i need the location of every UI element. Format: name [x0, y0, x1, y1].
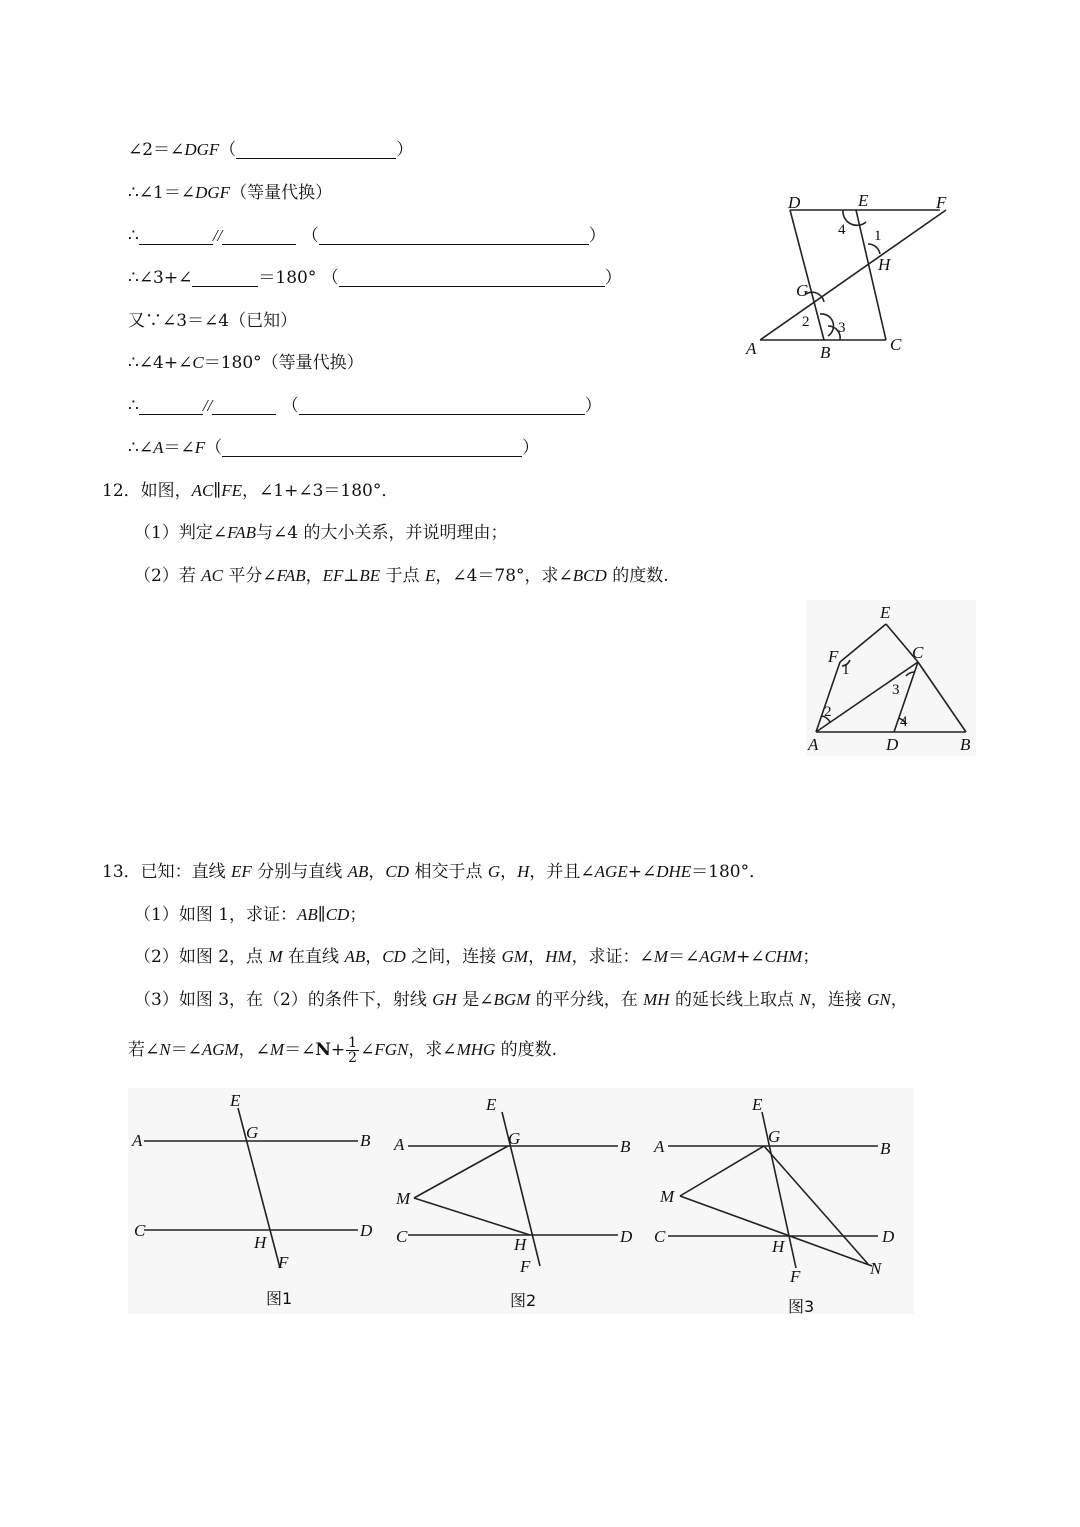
- label-E: E: [486, 1095, 497, 1114]
- angle-1-label: 1: [842, 662, 850, 678]
- q11-figure: [740, 186, 960, 366]
- q13-stem: 13．已知：直线 EF 分别与直线 AB，CD 相交于点 G，H，并且∠AGE+∠DHE＝180°．: [102, 862, 767, 882]
- answer-blank[interactable]: [222, 438, 522, 457]
- angle-2-label: 2: [802, 314, 810, 330]
- angle-4-label: 4: [838, 222, 846, 238]
- q11-line-5: 又∵∠3＝∠4（已知）: [128, 311, 298, 331]
- answer-blank[interactable]: [192, 268, 258, 287]
- q11-line-1: ∠2＝∠DGF（ ）: [128, 140, 414, 160]
- q11-line-8: ∴∠A＝∠F（ ）: [128, 438, 540, 458]
- question-number: 13．: [102, 862, 141, 882]
- label-B: B: [820, 343, 831, 362]
- answer-blank[interactable]: [299, 396, 585, 415]
- label-F: F: [790, 1267, 801, 1286]
- label-N: N: [870, 1259, 882, 1278]
- q13-figure-2: [390, 1088, 650, 1314]
- label-E: E: [752, 1095, 763, 1114]
- label-H: H: [514, 1235, 527, 1254]
- answer-blank[interactable]: [139, 226, 213, 245]
- label-B: B: [880, 1139, 891, 1158]
- label-F: F: [936, 193, 947, 212]
- label-H: H: [772, 1237, 785, 1256]
- label-C: C: [654, 1227, 666, 1246]
- figure-2-caption: 图2: [510, 1291, 537, 1310]
- angle-4-label: 4: [900, 714, 908, 730]
- angle-1-label: 1: [874, 228, 882, 244]
- label-H: H: [878, 255, 891, 274]
- q11-line-4: ∴∠3+∠ ＝180° （ ）: [128, 268, 622, 288]
- q12-figure: [806, 600, 976, 756]
- question-number: 12．: [102, 481, 141, 501]
- label-B: B: [620, 1137, 631, 1156]
- label-D: D: [620, 1227, 633, 1246]
- label-A: A: [394, 1135, 405, 1154]
- label-H: H: [254, 1233, 267, 1252]
- label-C: C: [912, 643, 924, 662]
- label-A: A: [654, 1137, 665, 1156]
- label-E: E: [880, 603, 891, 622]
- q13-part-3-condition: 若∠N＝∠AGM，∠M＝∠N+ $\frac{1}{2}$ ∠FGN，求∠MHG 的度数.: [128, 1035, 558, 1066]
- label-B: B: [360, 1131, 371, 1150]
- answer-blank[interactable]: [222, 226, 296, 245]
- label-F: F: [828, 647, 839, 666]
- figure-3-caption: 图3: [788, 1297, 815, 1316]
- q13-part-1: （1）如图 1，求证：AB∥CD；: [134, 905, 367, 925]
- label-F: F: [520, 1257, 531, 1276]
- q13-figure-3: [650, 1088, 914, 1314]
- label-C: C: [134, 1221, 146, 1240]
- label-F: F: [278, 1253, 289, 1272]
- label-M: M: [660, 1187, 675, 1206]
- q11-line-7: ∴ // （ ）: [128, 396, 602, 416]
- q13-figure-1: [128, 1088, 388, 1314]
- angle-3-label: 3: [838, 320, 846, 336]
- label-A: A: [746, 339, 757, 358]
- label-G: G: [508, 1129, 521, 1148]
- q12-part-2: （2）若 AC 平分∠FAB，EF⊥BE 于点 E，∠4＝78°，求∠BCD 的度数.: [134, 566, 669, 586]
- label-G: G: [246, 1123, 259, 1142]
- answer-blank[interactable]: [212, 396, 276, 415]
- fraction-one-half: $\frac{1}{2}$: [348, 1035, 358, 1066]
- label-E: E: [230, 1091, 241, 1110]
- label-D: D: [360, 1221, 373, 1240]
- label-A: A: [808, 735, 819, 754]
- label-G: G: [768, 1127, 781, 1146]
- label-B: B: [960, 735, 971, 754]
- angle-2-label: 2: [824, 704, 832, 720]
- label-D: D: [882, 1227, 895, 1246]
- label-M: M: [396, 1189, 411, 1208]
- label-E: E: [858, 191, 869, 210]
- angle-3-label: 3: [892, 682, 900, 698]
- q11-line-3: ∴ // （ ）: [128, 226, 606, 246]
- label-A: A: [132, 1131, 143, 1150]
- answer-blank[interactable]: [319, 226, 589, 245]
- q12-part-1: （1）判定∠FAB与∠4 的大小关系，并说明理由；: [134, 523, 508, 543]
- q13-part-2: （2）如图 2，点 M 在直线 AB，CD 之间，连接 GM，HM，求证：∠M＝∠AGM+∠CHM；: [134, 947, 820, 967]
- q12-stem: 12．如图，AC∥FE，∠1+∠3＝180°．: [102, 481, 399, 501]
- answer-blank[interactable]: [339, 268, 605, 287]
- label-G: G: [796, 281, 809, 300]
- label-C: C: [890, 335, 902, 354]
- answer-blank[interactable]: [236, 140, 396, 159]
- q11-line-2: ∴∠1＝∠DGF（等量代换）: [128, 183, 333, 203]
- q13-part-3: （3）如图 3，在（2）的条件下，射线 GH 是∠BGM 的平分线，在 MH 的延长线上取点 N，连接 GN，: [134, 990, 908, 1010]
- label-C: C: [396, 1227, 408, 1246]
- answer-blank[interactable]: [139, 396, 203, 415]
- figure-1-caption: 图1: [266, 1289, 293, 1308]
- label-D: D: [788, 193, 801, 212]
- q11-line-6: ∴∠4+∠C＝180°（等量代换）: [128, 353, 364, 373]
- label-D: D: [886, 735, 899, 754]
